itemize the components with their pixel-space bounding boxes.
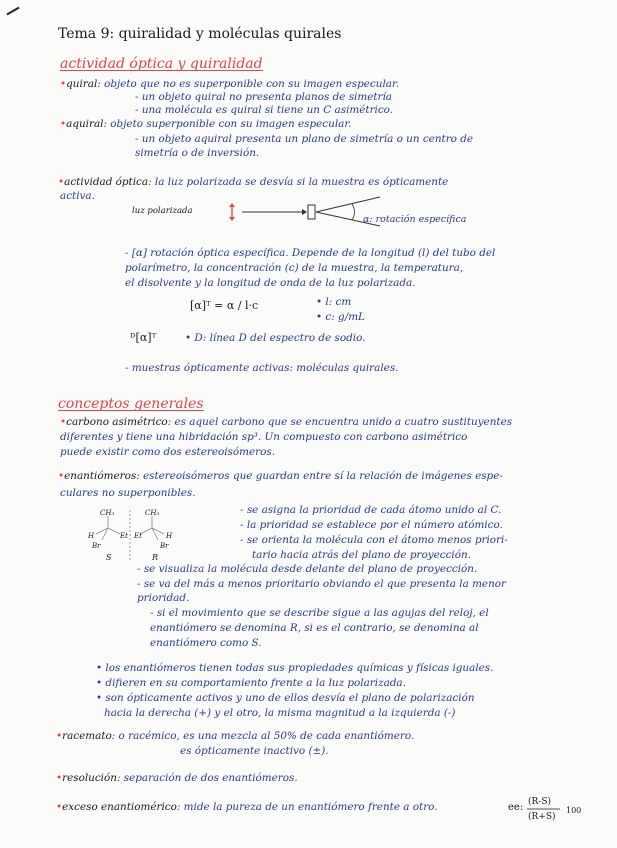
ee-times-100: 100: [566, 806, 582, 815]
left-mol-h: H: [88, 532, 95, 540]
rule-1: - se asigna la prioridad de cada átomo unido al C.: [240, 504, 502, 516]
carbono-def: : es aquel carbono que se encuentra unido a cuatro sustituyentes: [167, 416, 513, 428]
luz-polarizada-label: luz polarizada: [132, 206, 193, 216]
carbono-line2: diferentes y tiene una hibridación sp³. Un compuesto con carbono asimétrico: [60, 431, 468, 443]
enantiomeros-term: enantiómeros: [64, 470, 137, 482]
formula-main: [α]ᵀ = α / l·c: [190, 299, 259, 312]
rule-3: - se orienta la molécula con el átomo menos priori-: [240, 534, 508, 546]
rotacion-line1: - [α] rotación óptica específica. Depende de la longitud (l) del tubo del: [125, 247, 496, 259]
rule-6: - se va del más a menos prioritario obviando el que presenta la menor: [137, 578, 506, 590]
enantiomeros-entry: •enantiómeros: estereoisómeros que guardan entre sí la relación de imágenes espe-: [58, 470, 503, 482]
resolucion-entry: •resolución: separación de dos enantiómeros.: [56, 772, 298, 784]
rotacion-especifica-label: α: rotación específica: [363, 214, 467, 225]
aquiral-line1: - un objeto aquiral presenta un plano de simetría o un centro de: [135, 133, 474, 145]
actividad-term: actividad óptica: [64, 176, 149, 188]
d-line-note: • D: línea D del espectro de sodio.: [185, 332, 366, 344]
carbono-term: carbono asimétrico: [66, 416, 168, 428]
muestras-line: - muestras ópticamente activas: moléculas quirales.: [125, 362, 399, 374]
ee-denominator: (R+S): [528, 812, 556, 822]
rule-4: tario hacia atrás del plano de proyección.: [252, 549, 471, 561]
actividad-def: : la luz polarizada se desvía si la muestra es ópticamente: [148, 176, 449, 188]
rule-2: - la prioridad se establece por el número atómico.: [240, 519, 503, 531]
rule-8: - si el movimiento que se describe sigue a las agujas del reloj, el: [150, 607, 489, 619]
racemato-def: : o racémico, es una mezcla al 50% de cada enantiómero.: [111, 730, 415, 742]
rule-9: enantiómero se denomina R, si es el contrario, se denomina al: [150, 622, 479, 634]
ee-numerator: (R-S): [528, 797, 552, 807]
right-mol-br: Br: [160, 542, 169, 550]
carbono-line3: puede existir como dos estereoisómeros.: [60, 446, 276, 458]
ee-label: ee:: [508, 802, 524, 813]
racemato-term: racemato: [62, 730, 112, 742]
right-mol-label: R: [152, 553, 159, 562]
rule-10: enantiómero como S.: [150, 637, 262, 649]
left-mol-et: Et: [120, 532, 128, 540]
page-title: Tema 9: quiralidad y moléculas quirales: [58, 26, 342, 42]
resolucion-term: resolución: [62, 772, 117, 784]
quiral-line1: - un objeto quiral no presenta planos de simetría: [135, 91, 393, 103]
quiral-term: quiral: [66, 78, 98, 90]
quiral-line2: - una molécula es quiral si tiene un C asimétrico.: [135, 104, 394, 116]
enantiomeros-line2: culares no superponibles.: [60, 487, 196, 499]
rule-7: prioridad.: [137, 592, 190, 604]
actividad-def2: activa.: [60, 190, 95, 202]
left-mol-br: Br: [92, 542, 101, 550]
resolucion-def: : separación de dos enantiómeros.: [116, 772, 298, 784]
quiral-entry: •quiral: objeto que no es superponible con su imagen especular.: [60, 78, 400, 90]
exceso-def: : mide la pureza de un enantiómero frente a otro.: [176, 801, 438, 813]
section-heading-conceptos: conceptos generales: [58, 396, 204, 412]
racemato-line2: es ópticamente inactivo (±).: [180, 745, 329, 757]
actividad-entry: •actividad óptica: la luz polarizada se desvía si la muestra es ópticamente: [58, 176, 449, 188]
propiedad-2: • difieren en su comportamiento frente a la luz polarizada.: [96, 677, 406, 689]
propiedad-1: • los enantiómeros tienen todas sus propiedades químicas y físicas iguales.: [96, 662, 494, 674]
unit-c: • c: g/mL: [316, 311, 365, 323]
aquiral-term: aquiral: [66, 118, 104, 130]
left-mol-ch3: CH₃: [100, 509, 115, 517]
aquiral-line2: simetría o de inversión.: [135, 147, 260, 159]
racemato-entry: •racemato: o racémico, es una mezcla al 50% de cada enantiómero.: [56, 730, 415, 742]
right-mol-ch3: CH₃: [145, 509, 160, 517]
section-heading-actividad: actividad óptica y quiralidad: [60, 56, 263, 72]
aquiral-entry: •aquiral: objeto superponible con su imagen especular.: [60, 118, 352, 130]
rule-5: - se visualiza la molécula desde delante del plano de proyección.: [137, 563, 478, 575]
aquiral-def: : objeto superponible con su imagen especular.: [103, 118, 352, 130]
propiedad-4: hacia la derecha (+) y el otro, la misma magnitud a la izquierda (-): [104, 707, 456, 719]
quiral-def: : objeto que no es superponible con su imagen especular.: [97, 78, 400, 90]
formula-d: ᴰ[α]ᵀ: [130, 331, 157, 344]
exceso-entry: •exceso enantiomérico: mide la pureza de un enantiómero frente a otro.: [56, 801, 438, 813]
rotacion-line3: el disolvente y la longitud de onda de la luz polarizada.: [125, 277, 416, 289]
unit-l: • l: cm: [316, 296, 352, 308]
right-mol-h: H: [166, 532, 173, 540]
rotacion-line2: polarímetro, la concentración (c) de la muestra, la temperatura,: [125, 262, 464, 274]
left-mol-label: S: [106, 553, 112, 562]
propiedad-3: • son ópticamente activos y uno de ellos desvía el plano de polarización: [96, 692, 475, 704]
carbono-entry: •carbono asimétrico: es aquel carbono que se encuentra unido a cuatro sustituyentes: [60, 416, 513, 428]
right-mol-et: Et: [134, 532, 142, 540]
enantiomeros-def: : estereoisómeros que guardan entre sí la relación de imágenes espe-: [136, 470, 503, 482]
exceso-term: exceso enantiomérico: [62, 801, 177, 813]
